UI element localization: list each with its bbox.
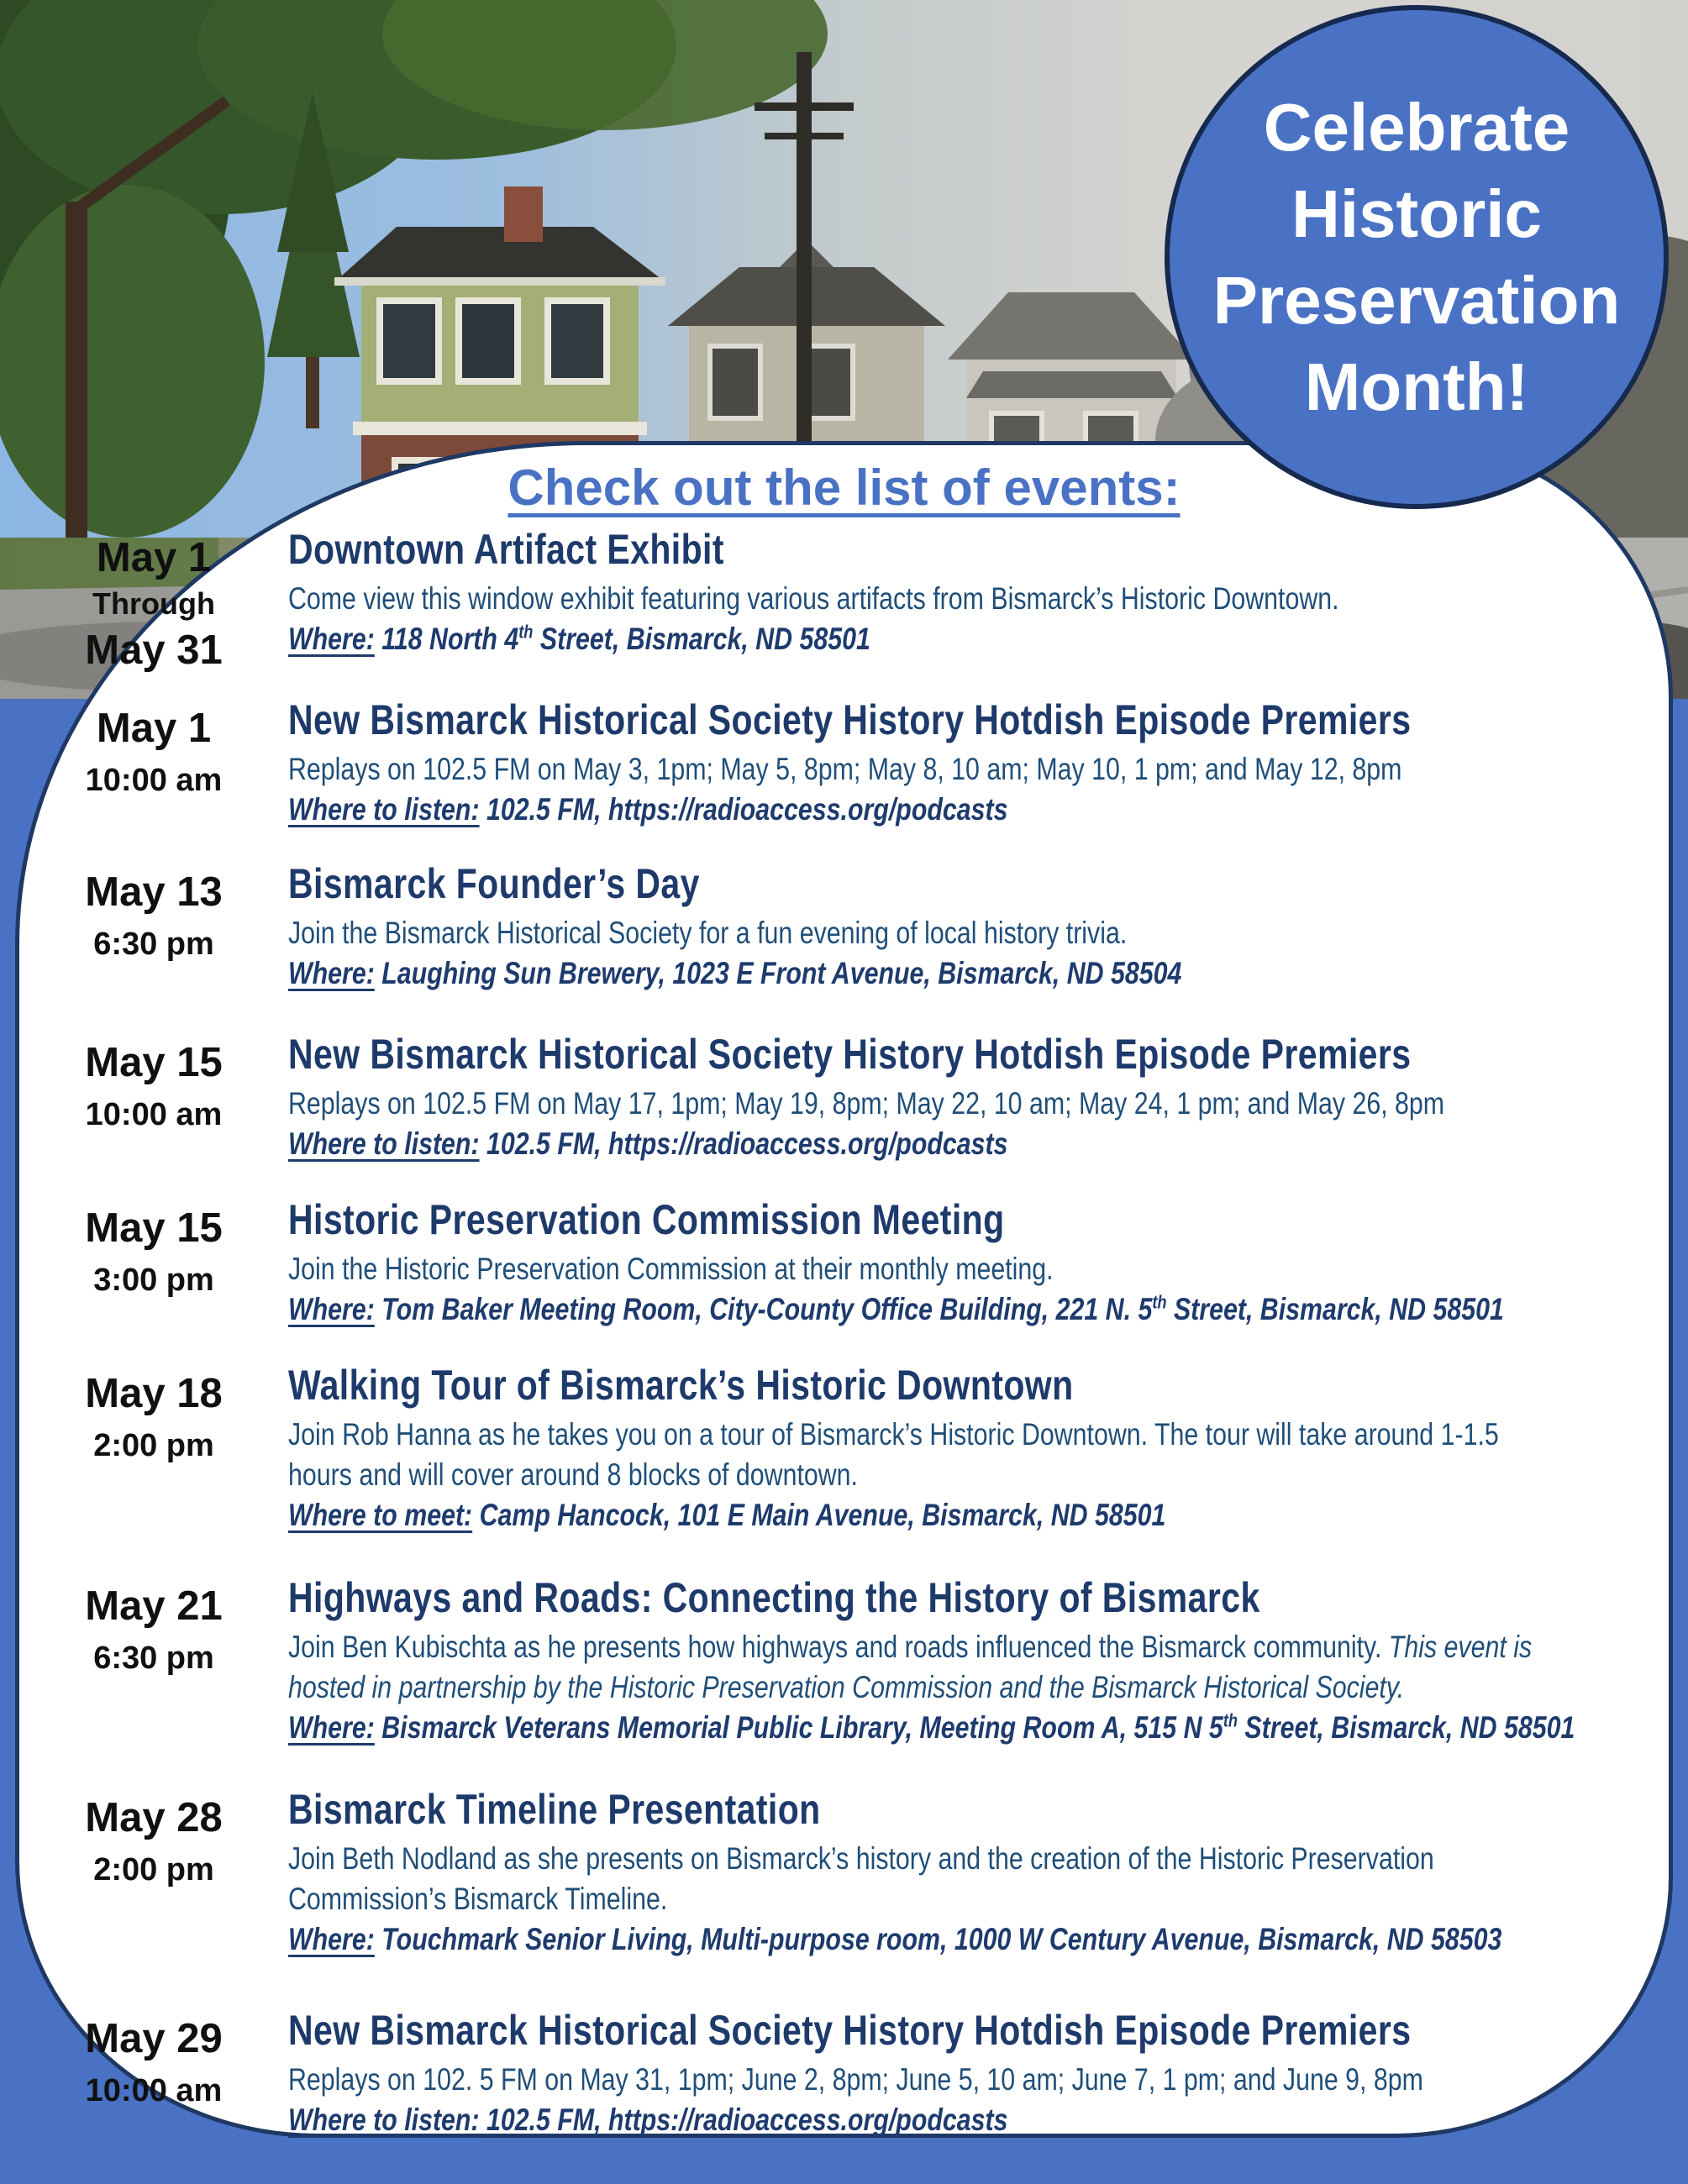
event-time: 10:00 am xyxy=(85,1097,223,1132)
event-where-text: Bismarck Veterans Memorial Public Library, Meeting Room A, 515 N 5th Street, Bismarck, ND 58501 xyxy=(374,1709,1575,1745)
event-where-label: Where: xyxy=(288,1710,375,1745)
event-time: 6:30 pm xyxy=(93,1641,214,1676)
celebration-badge xyxy=(1165,5,1669,509)
event-description-line: hours and will cover around 8 blocks of downtown. xyxy=(288,1457,858,1492)
badge-line: Month! xyxy=(1304,349,1529,424)
event-title: Highways and Roads: Connecting the History of Bismarck xyxy=(288,1574,1260,1621)
event-where-label: Where: xyxy=(288,622,375,656)
event-time: 10:00 am xyxy=(85,763,223,798)
event-where xyxy=(288,1495,1499,1536)
event-where-text: 102.5 FM, https://radioaccess.org/podcasts xyxy=(479,1126,1008,1161)
event-content xyxy=(288,1032,1444,1164)
event-row xyxy=(19,1362,1669,1536)
event-date-block xyxy=(19,1362,288,1536)
event-description xyxy=(288,579,1420,619)
event-date-block xyxy=(19,1787,288,1960)
event-where-label: Where: xyxy=(288,1922,375,1956)
event-date: May 31 xyxy=(85,627,223,673)
events-list xyxy=(19,445,1669,2137)
event-content xyxy=(288,1787,1501,1960)
event-content xyxy=(288,1362,1499,1536)
event-description-line: hosted in partnership by the Historic Preservation Commission and the Bismarck Historical Society. xyxy=(288,1670,1405,1704)
event-date-block xyxy=(19,2008,288,2140)
event-date: May 15 xyxy=(85,1205,223,1251)
event-where xyxy=(288,1919,1501,1960)
event-description-line: Join the Bismarck Historical Society for a fun evening of local history trivia. xyxy=(288,916,1128,950)
event-time: 3:00 pm xyxy=(93,1263,214,1298)
event-content xyxy=(288,527,1420,675)
event-description xyxy=(288,913,1420,953)
event-description xyxy=(288,749,1420,790)
event-description-line: Come view this window exhibit featuring various artifacts from Bismarck’s Historic Downtown. xyxy=(288,581,1339,616)
event-description xyxy=(288,1627,1575,1708)
events-heading: Check out the list of events: xyxy=(507,459,1181,516)
event-date-block xyxy=(19,697,288,830)
event-description xyxy=(288,1249,1504,1289)
event-date: May 21 xyxy=(85,1583,223,1629)
event-where xyxy=(288,790,1420,830)
event-where-text: Tom Baker Meeting Room, City-County Office Building, 221 N. 5th Street, Bismarck, ND 58501 xyxy=(374,1291,1504,1326)
event-date: May 13 xyxy=(85,869,223,915)
event-content xyxy=(288,1197,1504,1330)
badge-line: Historic xyxy=(1291,176,1542,251)
event-date-block xyxy=(19,1032,288,1164)
event-row xyxy=(19,1032,1669,1164)
event-title: Bismarck Founder’s Day xyxy=(288,860,700,907)
event-date-block xyxy=(19,1575,288,1748)
event-where-label: Where: xyxy=(288,956,375,990)
event-where xyxy=(288,1124,1444,1164)
event-date: May 18 xyxy=(85,1371,223,1416)
event-where-text: Touchmark Senior Living, Multi-purpose room, 1000 W Century Avenue, Bismarck, ND 58503 xyxy=(374,1922,1502,1956)
event-row xyxy=(19,1197,1669,1330)
event-date-block xyxy=(19,527,288,675)
event-date: May 15 xyxy=(85,1040,223,1085)
event-row xyxy=(19,1575,1669,1748)
event-row xyxy=(19,697,1669,830)
event-row xyxy=(19,2008,1669,2140)
event-date: May 29 xyxy=(85,2016,223,2061)
event-where xyxy=(288,2100,1423,2140)
event-where-text: Camp Hancock, 101 E Main Avenue, Bismarck, ND 58501 xyxy=(472,1498,1166,1532)
event-description-line: Replays on 102. 5 FM on May 31, 1pm; June 2, 8pm; June 5, 10 am; June 7, 1 pm; and June 9, 8pm xyxy=(288,2062,1423,2097)
event-description-line: Replays on 102.5 FM on May 3, 1pm; May 5, 8pm; May 8, 10 am; May 10, 1 pm; and May 12, 8pm xyxy=(288,752,1402,786)
event-description xyxy=(288,2060,1423,2100)
event-description xyxy=(288,1415,1499,1495)
event-title: New Bismarck Historical Society History Hotdish Episode Premiers xyxy=(288,696,1412,743)
event-title: New Bismarck Historical Society History Hotdish Episode Premiers xyxy=(288,2007,1412,2054)
event-content xyxy=(288,2008,1423,2140)
event-title: Historic Preservation Commission Meeting xyxy=(288,1196,1005,1243)
event-title: Downtown Artifact Exhibit xyxy=(288,526,724,573)
event-row xyxy=(19,527,1669,675)
event-where-label: Where: xyxy=(288,1292,375,1326)
event-description xyxy=(288,1839,1501,1919)
event-where xyxy=(288,1289,1504,1330)
event-where-text: 102.5 FM, https://radioaccess.org/podcasts xyxy=(479,792,1008,827)
badge-line: Preservation xyxy=(1212,263,1621,338)
event-time: 10:00 am xyxy=(85,2073,223,2108)
event-where-label: Where to meet: xyxy=(288,1498,473,1532)
content-panel xyxy=(15,441,1673,2138)
event-where-label: Where to listen: xyxy=(288,2103,480,2137)
event-where xyxy=(288,953,1420,994)
event-where xyxy=(288,619,1420,659)
event-content xyxy=(288,697,1420,830)
event-description xyxy=(288,1084,1444,1124)
event-where xyxy=(288,1708,1575,1748)
event-description-line: Join Rob Hanna as he takes you on a tour of Bismarck’s Historic Downtown. The tour will take around 1-1.5 xyxy=(288,1417,1499,1452)
event-where-text: 118 North 4th Street, Bismarck, ND 58501 xyxy=(374,621,870,656)
event-time: 2:00 pm xyxy=(93,1428,214,1463)
event-title: New Bismarck Historical Society History Hotdish Episode Premiers xyxy=(288,1031,1412,1078)
event-date: May 1 xyxy=(96,706,212,751)
event-where-text: Laughing Sun Brewery, 1023 E Front Avenue, Bismarck, ND 58504 xyxy=(374,956,1182,990)
event-time: 6:30 pm xyxy=(93,927,214,962)
badge-line: Celebrate xyxy=(1263,90,1570,165)
event-where-label: Where to listen: xyxy=(288,792,480,827)
event-row xyxy=(19,1787,1669,1960)
event-title: Bismarck Timeline Presentation xyxy=(288,1786,821,1833)
event-date: May 1 xyxy=(96,535,212,580)
event-content xyxy=(288,861,1420,994)
event-description-line: Join Beth Nodland as she presents on Bismarck’s history and the creation of the Historic Preservation xyxy=(288,1841,1434,1876)
event-description-line: Join the Historic Preservation Commission at their monthly meeting. xyxy=(288,1252,1054,1286)
event-title: Walking Tour of Bismarck’s Historic Downtown xyxy=(288,1362,1074,1409)
event-row xyxy=(19,861,1669,994)
event-description-line: Commission’s Bismarck Timeline. xyxy=(288,1882,668,1916)
event-where-label: Where to listen: xyxy=(288,1126,480,1161)
event-time: 2:00 pm xyxy=(93,1852,214,1887)
event-date-block xyxy=(19,861,288,994)
event-content xyxy=(288,1575,1575,1748)
event-date-block xyxy=(19,1197,288,1330)
event-date: May 28 xyxy=(85,1795,223,1840)
event-description-line: Replays on 102.5 FM on May 17, 1pm; May 19, 8pm; May 22, 10 am; May 24, 1 pm; and May 26, 8pm xyxy=(288,1086,1445,1121)
event-where-text: 102.5 FM, https://radioaccess.org/podcasts xyxy=(479,2103,1008,2137)
event-description-line: Join Ben Kubischta as he presents how highways and roads influenced the Bismarck community. This event is xyxy=(288,1630,1533,1664)
event-time: Through xyxy=(92,586,215,621)
